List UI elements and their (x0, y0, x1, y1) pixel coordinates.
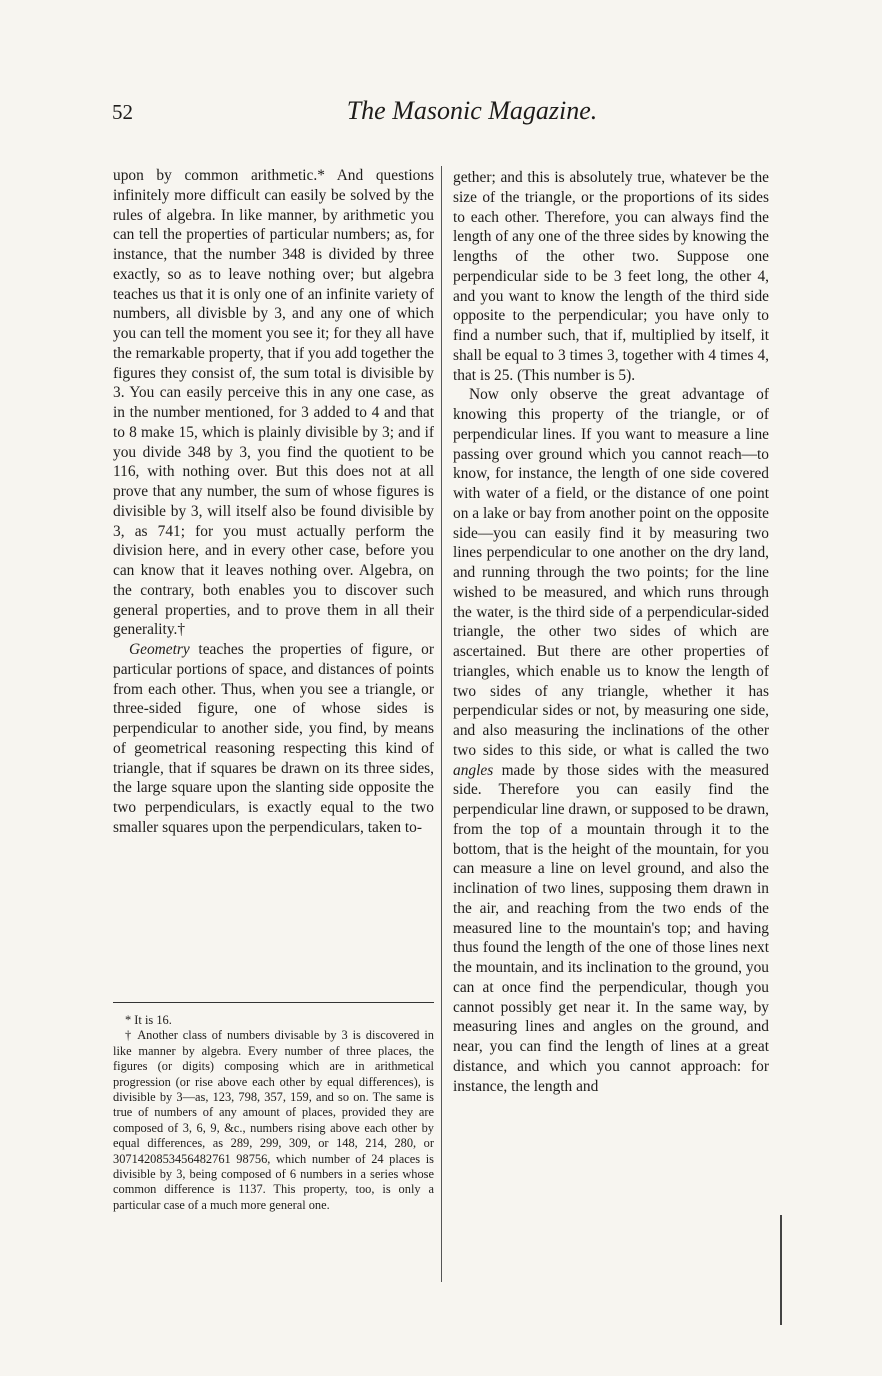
column-divider (441, 166, 442, 1282)
footnotes (113, 1013, 434, 1213)
right-paragraph-2b: made by those sides with the measured side. Therefore you can easily find the perpendicular line drawn, or supposed to be drawn, from the top of a mountain through it to the bottom, that is the height of the mountain, for you can measure a line on level ground, and also the inclination of two lines, supposing them drawn in the air, and reaching from the two ends of the measured line to the mountain's top; and having thus found the length of the one of those lines next the mountain, and its inclination to the ground, you can at once find the perpendicular, though you cannot possibly get near it. In the same way, by measuring lines and angles on the ground, and near, you can find the length of lines at a great distance, and which you cannot approach: for instance, the length and (453, 761, 769, 1095)
geometry-term: Geometry (129, 641, 190, 658)
left-paragraph-1: upon by common arithmetic.* And questions infinitely more difficult can easily be solved by the rules of algebra. In like manner, by arithmetic you can tell the properties of particular numbers; as, for instance, that the number 348 is divided by three exactly, so as to leave nothing over; but algebra teaches us that it is only one of an infinite variety of numbers, all divisble by 3, and any one of which you can tell the moment you see it; for they all have the remarkable property, that if you add together the figures they consist of, the sum total is divisible by 3. You can easily perceive this in any one case, as in the number mentioned, for 3 added to 4 and that to 8 make 15, which is plainly divisible by 3; and if you divide 348 by 3, you find the quotient to be 116, with nothing over. But this does not at all prove that any number, the sum of whose figures is divisible by 3, will itself also be found divisible by 3, as 741; for you must actually perform the division here, and in every other case, before you can know that it leaves nothing over. Algebra, on the contrary, both enables you to discover such general properties, and to prove them in all their generality.† (113, 167, 434, 639)
left-column (113, 166, 434, 838)
page-edge-line (780, 1215, 782, 1325)
right-paragraph-2a: Now only observe the great advantage of knowing this property of the triangle, or of perpendicular lines. If you want to measure a line passing over ground which you cannot reach—to know, for instance, the length of one side covered with water of a field, or the distance of one point on a lake or bay from another point on the opposite side—you can easily find it by measuring two lines perpendicular to one another on the dry land, and running through the two points; for the line wished to be measured, and which runs through the water, is the third side of a perpendicular-sided triangle, the other two sides of which are ascertained. But there are other properties of triangles, which enable us to know the length of two sides of any triangle, whether it has perpendicular sides or not, by measuring one side, and also measuring the inclinations of the other two sides to this side, or what is called the two (453, 386, 769, 759)
footnote-2: † Another class of numbers divisable by 3 is discovered in like manner by algebra. Every number of three places, the figures (or digits) composing which are in arithmetical progression (or rise above each other by equal differences), is divisible by 3—as, 123, 798, 357, 159, and so on. The same is true of numbers of any amount of places, provided they are composed of 3, 6, 9, &c., numbers rising above each other by equal differences, as 289, 299, 309, or 148, 214, 280, or 3071420853456482761 98756, which number of 24 places is divisible by 3, being composed of 6 numbers in a series whose common difference is 1137. This property, too, is only a particular case of a much more general one. (113, 1028, 434, 1212)
footnote-1: * It is 16. (125, 1013, 172, 1027)
right-paragraph-2 (453, 385, 769, 1096)
left-paragraph-2-text: teaches the properties of figure, or particular portions of space, and distances of points from each other. Thus, when you see a triangle, or three-sided figure, one of whose sides is perpendicular to another side, you find, by means of geometrical reasoning respecting this kind of triangle, that if squares be drawn on its three sides, the large square upon the slanting side opposite the two perpendiculars, is exactly equal to the two smaller squares upon the perpendiculars, taken to- (113, 641, 434, 836)
page-header (112, 96, 772, 136)
footnote-divider (113, 1002, 434, 1003)
angles-term: angles (453, 761, 494, 779)
right-column (453, 168, 769, 1096)
left-paragraph-2 (113, 640, 434, 838)
running-title: The Masonic Magazine. (346, 96, 598, 125)
right-paragraph-1: gether; and this is absolutely true, whatever be the size of the triangle, or the proportions of its sides to each other. Therefore, you can always find the length of any one of the three sides by knowing the lengths of the other two. Suppose one perpendicular side to be 3 feet long, the other 4, and you want to know the length of the third side opposite to the perpendicular; you have only to find a number such, that if, multiplied by itself, it shall be equal to 3 times 3, together with 4 times 4, that is 25. (This number is 5). (453, 169, 769, 384)
page-number: 52 (112, 100, 133, 124)
